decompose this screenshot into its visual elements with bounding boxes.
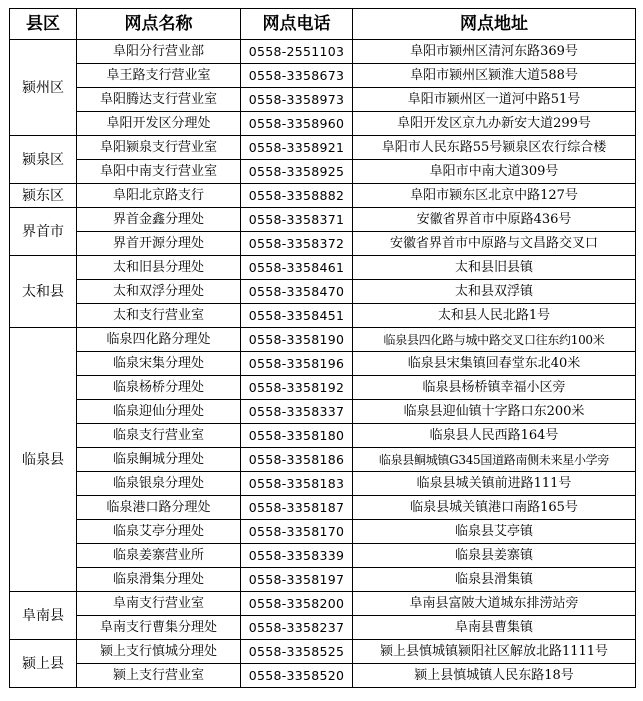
- branch-name-cell: 临泉港口路分理处: [77, 496, 241, 520]
- phone-cell: 0558-3358186: [241, 448, 353, 472]
- address-cell: 临泉县迎仙镇十字路口东200米: [353, 400, 636, 424]
- phone-cell: 0558-3358925: [241, 160, 353, 184]
- address-cell: 临泉县宋集镇回春堂东北40米: [353, 352, 636, 376]
- table-row: [10, 112, 636, 136]
- address-cell: 临泉县鲖城镇G345国道路南侧未来星小学旁: [353, 448, 636, 472]
- branch-name-cell: 阜王路支行营业室: [77, 64, 241, 88]
- address-cell: 阜南县富陂大道城东排涝站旁: [353, 592, 636, 616]
- branch-name-cell: 临泉四化路分理处: [77, 328, 241, 352]
- branch-name-cell: 阜阳腾达支行营业室: [77, 88, 241, 112]
- branch-name-cell: 太和旧县分理处: [77, 256, 241, 280]
- branch-name-cell: 阜阳颍泉支行营业室: [77, 136, 241, 160]
- table-row: [10, 400, 636, 424]
- address-cell: 安徽省界首市中原路436号: [353, 208, 636, 232]
- table-row: [10, 616, 636, 640]
- phone-cell: 0558-3358461: [241, 256, 353, 280]
- branch-name-cell: 临泉支行营业室: [77, 424, 241, 448]
- branch-name-cell: 阜阳分行营业部: [77, 40, 241, 64]
- table-row: [10, 472, 636, 496]
- phone-cell: 0558-3358187: [241, 496, 353, 520]
- county-cell: 太和县: [10, 256, 77, 328]
- branch-name-cell: 临泉姜寨营业所: [77, 544, 241, 568]
- county-cell: 界首市: [10, 208, 77, 256]
- phone-cell: 0558-3358339: [241, 544, 353, 568]
- phone-cell: 0558-2551103: [241, 40, 353, 64]
- phone-cell: 0558-3358973: [241, 88, 353, 112]
- table-row: [10, 256, 636, 280]
- phone-cell: 0558-3358197: [241, 568, 353, 592]
- phone-cell: 0558-3358960: [241, 112, 353, 136]
- address-cell: 临泉县城关镇港口南路165号: [353, 496, 636, 520]
- table-row: [10, 208, 636, 232]
- phone-cell: 0558-3358371: [241, 208, 353, 232]
- branch-name-cell: 阜阳开发区分理处: [77, 112, 241, 136]
- address-cell: 临泉县滑集镇: [353, 568, 636, 592]
- table-row: [10, 160, 636, 184]
- branch-name-cell: 临泉鲖城分理处: [77, 448, 241, 472]
- address-cell: 临泉县人民西路164号: [353, 424, 636, 448]
- phone-cell: 0558-3358337: [241, 400, 353, 424]
- phone-cell: 0558-3358200: [241, 592, 353, 616]
- phone-cell: 0558-3358192: [241, 376, 353, 400]
- branch-name-cell: 界首开源分理处: [77, 232, 241, 256]
- address-cell: 临泉县姜寨镇: [353, 544, 636, 568]
- phone-cell: 0558-3358183: [241, 472, 353, 496]
- county-cell: 临泉县: [10, 328, 77, 592]
- address-cell: 临泉县城关镇前进路111号: [353, 472, 636, 496]
- address-cell: 临泉县杨桥镇幸福小区旁: [353, 376, 636, 400]
- table-row: [10, 640, 636, 664]
- branch-name-cell: 颍上支行营业室: [77, 664, 241, 688]
- table-row: [10, 592, 636, 616]
- table-row: [10, 520, 636, 544]
- address-cell: 阜阳市颍州区一道河中路51号: [353, 88, 636, 112]
- phone-cell: 0558-3358525: [241, 640, 353, 664]
- address-cell: 阜阳市颍州区颍淮大道588号: [353, 64, 636, 88]
- phone-cell: 0558-3358237: [241, 616, 353, 640]
- phone-cell: 0558-3358470: [241, 280, 353, 304]
- header-county: 县区: [10, 9, 77, 40]
- phone-cell: 0558-3358451: [241, 304, 353, 328]
- table-row: [10, 664, 636, 688]
- address-cell: 临泉县四化路与城中路交叉口往东约100米: [353, 328, 636, 352]
- address-cell: 阜阳开发区京九办新安大道299号: [353, 112, 636, 136]
- branch-name-cell: 颍上支行慎城分理处: [77, 640, 241, 664]
- address-cell: 阜阳市人民东路55号颍泉区农行综合楼: [353, 136, 636, 160]
- phone-cell: 0558-3358180: [241, 424, 353, 448]
- address-cell: 阜阳市颍州区清河东路369号: [353, 40, 636, 64]
- address-cell: 阜阳市中南大道309号: [353, 160, 636, 184]
- table-row: [10, 280, 636, 304]
- table-row: [10, 328, 636, 352]
- table-body: [10, 40, 636, 688]
- header-row: [10, 9, 636, 40]
- phone-cell: 0558-3358170: [241, 520, 353, 544]
- table-row: [10, 544, 636, 568]
- header-address: 网点地址: [353, 9, 636, 40]
- table-row: [10, 136, 636, 160]
- table-row: [10, 376, 636, 400]
- branch-name-cell: 太和支行营业室: [77, 304, 241, 328]
- branch-name-cell: 临泉杨桥分理处: [77, 376, 241, 400]
- branch-name-cell: 临泉银泉分理处: [77, 472, 241, 496]
- branch-name-cell: 太和双浮分理处: [77, 280, 241, 304]
- table-row: [10, 304, 636, 328]
- table-row: [10, 568, 636, 592]
- table-row: [10, 64, 636, 88]
- branch-name-cell: 临泉艾亭分理处: [77, 520, 241, 544]
- phone-cell: 0558-3358372: [241, 232, 353, 256]
- table-row: [10, 232, 636, 256]
- branch-name-cell: 界首金鑫分理处: [77, 208, 241, 232]
- table-row: [10, 448, 636, 472]
- address-cell: 阜南县曹集镇: [353, 616, 636, 640]
- table-row: [10, 40, 636, 64]
- phone-cell: 0558-3358673: [241, 64, 353, 88]
- address-cell: 颍上县慎城镇颍阳社区解放北路1111号: [353, 640, 636, 664]
- address-cell: 太和县人民北路1号: [353, 304, 636, 328]
- phone-cell: 0558-3358190: [241, 328, 353, 352]
- county-cell: 阜南县: [10, 592, 77, 640]
- address-cell: 太和县双浮镇: [353, 280, 636, 304]
- branch-name-cell: 阜南支行营业室: [77, 592, 241, 616]
- table-row: [10, 88, 636, 112]
- branch-name-cell: 临泉滑集分理处: [77, 568, 241, 592]
- table-row: [10, 184, 636, 208]
- branch-name-cell: 阜南支行曹集分理处: [77, 616, 241, 640]
- phone-cell: 0558-3358196: [241, 352, 353, 376]
- phone-cell: 0558-3358921: [241, 136, 353, 160]
- phone-cell: 0558-3358520: [241, 664, 353, 688]
- header-branch-name: 网点名称: [77, 9, 241, 40]
- county-cell: 颍泉区: [10, 136, 77, 184]
- header-phone: 网点电话: [241, 9, 353, 40]
- table-row: [10, 424, 636, 448]
- address-cell: 安徽省界首市中原路与文昌路交叉口: [353, 232, 636, 256]
- address-cell: 临泉县艾亭镇: [353, 520, 636, 544]
- address-cell: 颍上县慎城镇人民东路18号: [353, 664, 636, 688]
- address-cell: 太和县旧县镇: [353, 256, 636, 280]
- table-row: [10, 352, 636, 376]
- county-cell: 颍州区: [10, 40, 77, 136]
- branch-table: [9, 8, 636, 688]
- address-cell: 阜阳市颍东区北京中路127号: [353, 184, 636, 208]
- county-cell: 颍东区: [10, 184, 77, 208]
- phone-cell: 0558-3358882: [241, 184, 353, 208]
- branch-name-cell: 临泉宋集分理处: [77, 352, 241, 376]
- branch-name-cell: 临泉迎仙分理处: [77, 400, 241, 424]
- branch-name-cell: 阜阳北京路支行: [77, 184, 241, 208]
- branch-name-cell: 阜阳中南支行营业室: [77, 160, 241, 184]
- county-cell: 颍上县: [10, 640, 77, 688]
- table-row: [10, 496, 636, 520]
